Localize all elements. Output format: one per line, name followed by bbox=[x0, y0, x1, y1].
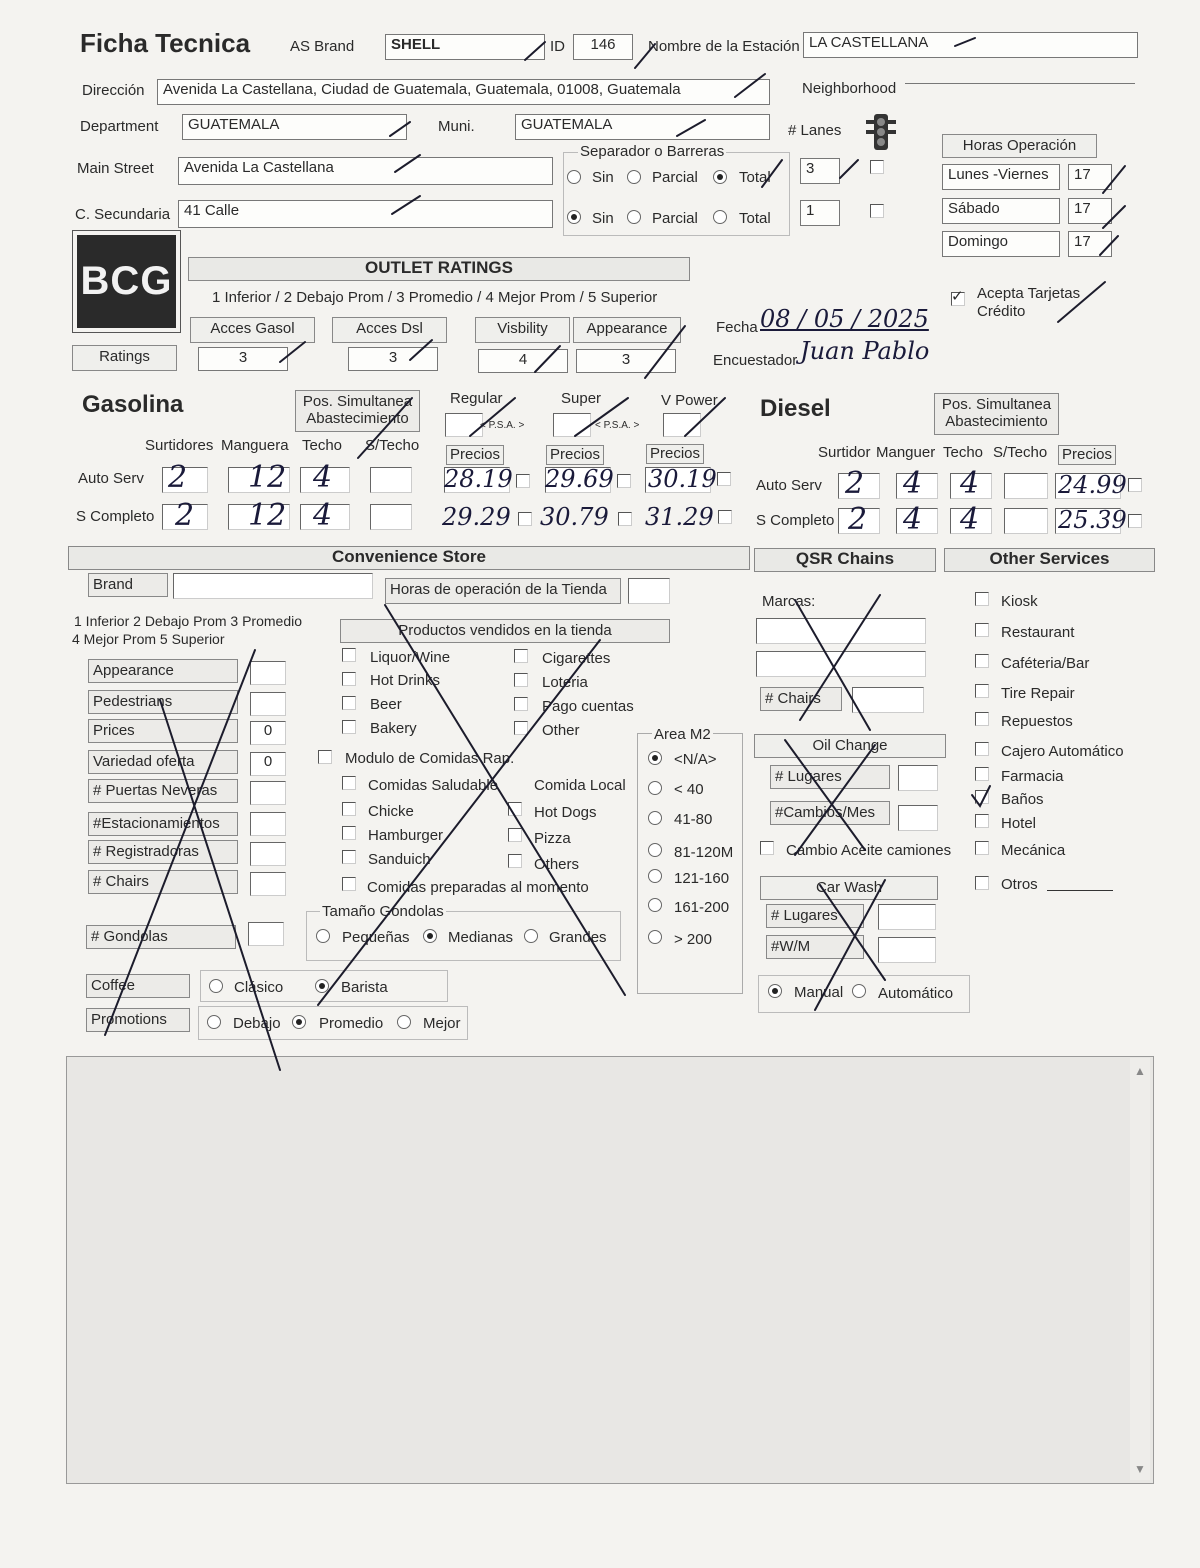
svc-kiosk-label: Kiosk bbox=[1001, 593, 1038, 610]
cs-scale-line1: 1 Inferior 2 Debajo Prom 3 Promedio bbox=[74, 613, 302, 629]
encuestador-value[interactable]: Juan Pablo bbox=[800, 337, 930, 365]
direccion-field[interactable]: Avenida La Castellana, Ciudad de Guatemala, Guatemala, 01008, Guatemala bbox=[157, 79, 770, 105]
diesel-scomp-techo-value: 4 bbox=[960, 502, 980, 537]
gas-auto-mang-value: 12 bbox=[248, 460, 287, 495]
main-street-field[interactable]: Avenida La Castellana bbox=[178, 157, 553, 185]
tick-department bbox=[390, 122, 410, 136]
svc-banos-label: Baños bbox=[1001, 791, 1044, 808]
cross-qsr-2 bbox=[800, 595, 880, 720]
secundaria-label: C. Secundaria bbox=[75, 206, 171, 223]
diesel-auto-techo-value: 4 bbox=[960, 466, 980, 501]
svc-repuestos-label: Repuestos bbox=[1001, 713, 1073, 730]
scroll-down-icon[interactable]: ▼ bbox=[1134, 1462, 1146, 1476]
tamano-gondolas-title: Tamaño Gondolas bbox=[322, 903, 444, 920]
tick-lanes bbox=[840, 160, 858, 178]
tick-rating-vis bbox=[535, 346, 560, 372]
diesel-stecho-header: S/Techo bbox=[993, 444, 1048, 461]
main-street-label: Main Street bbox=[77, 160, 154, 177]
food-others-label: Others bbox=[534, 856, 580, 873]
gas-auto-p2-value: 29.69 bbox=[545, 465, 614, 493]
food-sandwich-label: Sanduich bbox=[368, 851, 431, 868]
tick-main-street bbox=[395, 155, 420, 172]
svc-restaurant-label: Restaurant bbox=[1001, 624, 1075, 641]
tamano-medianas-label: Medianas bbox=[448, 929, 514, 946]
lanes-label: # Lanes bbox=[788, 122, 842, 139]
area-na-label: <N/A> bbox=[674, 751, 717, 768]
coffee-clasico-label: Clásico bbox=[234, 979, 284, 996]
secundaria-field[interactable]: 41 Calle bbox=[178, 200, 553, 228]
station-name-field[interactable]: LA CASTELLANA bbox=[803, 32, 1138, 58]
id-field[interactable]: 146 bbox=[573, 34, 633, 60]
gas-auto-surt-value: 2 bbox=[168, 460, 188, 495]
area-81-120-label: 81-120M bbox=[674, 844, 734, 861]
tick-acepta bbox=[1058, 282, 1105, 322]
cs-appearance-label: Appearance bbox=[88, 659, 238, 683]
sep1-sin-label: Sin bbox=[592, 169, 614, 186]
comida-saludable-label: Comidas Saludable bbox=[368, 777, 499, 794]
gas-scompleto-label: S Completo bbox=[76, 508, 155, 525]
tick-muni bbox=[677, 120, 705, 136]
cross-oil-1 bbox=[785, 740, 865, 850]
product-other-label: Other bbox=[542, 722, 580, 739]
acces-dsl-button[interactable]: Acces Dsl bbox=[332, 317, 447, 343]
lanes-row1-field[interactable]: 3 bbox=[800, 158, 840, 184]
outlet-scale-text: 1 Inferior / 2 Debajo Prom / 3 Promedio / 4 Mejor Prom / 5 Superior bbox=[212, 289, 658, 306]
hours-day-domingo: Domingo bbox=[942, 231, 1060, 257]
precios-regular-button: Precios bbox=[446, 445, 504, 465]
diesel-surtidor-header: Surtidor bbox=[818, 444, 871, 461]
station-name-label: Nombre de la Estación bbox=[648, 38, 800, 55]
tick-secundaria bbox=[392, 196, 420, 214]
cs-variedad-value[interactable]: 0 bbox=[250, 752, 286, 776]
super-label: Super bbox=[561, 390, 602, 407]
acces-gasol-button[interactable]: Acces Gasol bbox=[190, 317, 315, 343]
tick-total bbox=[762, 160, 782, 187]
gas-scomp-techo-value: 4 bbox=[313, 498, 333, 533]
cs-estacionamientos-label: #Estacionamientos bbox=[88, 812, 238, 836]
regular-label: Regular bbox=[450, 390, 503, 407]
gas-scomp-p1-value[interactable]: 29.29 bbox=[442, 503, 511, 531]
acepta-tarjetas-label-2: Crédito bbox=[977, 303, 1026, 320]
gas-pos-line1: Pos. Simultanea bbox=[302, 393, 413, 410]
acces-gasol-rating[interactable]: 3 bbox=[198, 347, 288, 371]
svc-cajero-label: Cajero Automático bbox=[1001, 743, 1124, 760]
svc-tire-label: Tire Repair bbox=[1001, 685, 1075, 702]
product-beer-label: Beer bbox=[370, 696, 402, 713]
modulo-comidas-label: Modulo de Comidas Rap. bbox=[345, 750, 515, 767]
sep1-parcial-label: Parcial bbox=[652, 169, 698, 186]
diesel-scomp-price-value: 25.39 bbox=[1058, 506, 1127, 534]
department-label: Department bbox=[80, 118, 159, 135]
product-pago-label: Pago cuentas bbox=[542, 698, 634, 715]
gas-scomp-surt-value: 2 bbox=[175, 498, 195, 533]
as-brand-field[interactable]: SHELL bbox=[385, 34, 545, 60]
fecha-value[interactable]: 08 / 05 / 2025 bbox=[760, 305, 929, 333]
vpower-label: V Power bbox=[661, 392, 718, 409]
hours-value-domingo[interactable]: 17 bbox=[1068, 231, 1112, 257]
psa-1: < P.S.A. > bbox=[480, 420, 525, 431]
food-pizza-label: Pizza bbox=[534, 830, 571, 847]
acces-dsl-rating[interactable]: 3 bbox=[348, 347, 438, 371]
wash-automatico-label: Automático bbox=[878, 985, 954, 1002]
product-bakery-label: Bakery bbox=[370, 720, 417, 737]
diesel-auto-mang-value: 4 bbox=[903, 466, 923, 501]
scroll-up-icon[interactable]: ▲ bbox=[1134, 1064, 1146, 1078]
gas-auto-p1-value: 28.19 bbox=[444, 465, 513, 493]
sep2-sin-label: Sin bbox=[592, 210, 614, 227]
cs-puertas-label: # Puertas Neveras bbox=[88, 779, 238, 803]
cs-registradoras-label: # Registradoras bbox=[88, 840, 238, 864]
stecho-header: S/Techo bbox=[365, 437, 420, 454]
cs-gondolas-label: # Gondolas bbox=[86, 925, 236, 949]
tick-rating-gasol bbox=[280, 342, 305, 362]
diesel-scomp-mang-value: 4 bbox=[903, 502, 923, 537]
appearance-rating[interactable]: 3 bbox=[576, 349, 676, 373]
diesel-precios-button: Precios bbox=[1058, 445, 1116, 465]
promo-mejor-label: Mejor bbox=[423, 1015, 461, 1032]
svc-mecanica-label: Mecánica bbox=[1001, 842, 1066, 859]
promo-promedio-label: Promedio bbox=[319, 1015, 384, 1032]
gas-scomp-p3-value[interactable]: 31.29 bbox=[645, 503, 714, 531]
cross-ratings-1 bbox=[160, 700, 280, 1070]
sep2-total-label: Total bbox=[739, 210, 771, 227]
area-41-80-label: 41-80 bbox=[674, 811, 713, 828]
tick-rating-dsl bbox=[410, 340, 432, 360]
outlet-ratings-header: OUTLET RATINGS bbox=[188, 257, 690, 281]
tick-rating-app bbox=[645, 326, 685, 378]
cross-wash-2 bbox=[815, 880, 885, 1010]
direccion-label: Dirección bbox=[82, 82, 145, 99]
tamano-pequenas-label: Pequeñas bbox=[342, 929, 410, 946]
cross-ratings-2 bbox=[105, 650, 255, 1035]
other-services-header: Other Services bbox=[944, 548, 1155, 572]
bcg-logo-text: BCG bbox=[77, 235, 176, 328]
techo-header: Techo bbox=[302, 437, 343, 454]
tick-id bbox=[635, 44, 655, 68]
product-loteria-label: Loteria bbox=[542, 674, 588, 691]
product-cigarettes-label: Cigarettes bbox=[542, 650, 611, 667]
surtidores-header: Surtidores bbox=[145, 437, 214, 454]
visbility-button[interactable]: Visbility bbox=[475, 317, 570, 343]
appearance-button[interactable]: Appearance bbox=[573, 317, 681, 343]
cs-pedestrians-label: Pedestrians bbox=[88, 690, 238, 714]
ratings-button[interactable]: Ratings bbox=[72, 345, 177, 371]
product-hotdrinks-label: Hot Drinks bbox=[370, 672, 441, 689]
tick-direccion bbox=[735, 74, 765, 97]
tick-sabado bbox=[1103, 206, 1125, 228]
precios-vpower-button: Precios bbox=[646, 444, 704, 464]
tamano-grandes-label: Grandes bbox=[549, 929, 607, 946]
tick-lunes bbox=[1103, 166, 1125, 193]
oil-change-button[interactable]: Oil Change bbox=[754, 734, 946, 758]
qsr-chairs-label: # Chairs bbox=[760, 687, 842, 711]
cs-chairs-label: # Chairs bbox=[88, 870, 238, 894]
cambio-aceite-label: Cambio Aceite camiones bbox=[786, 842, 952, 859]
gas-scomp-p2-value[interactable]: 30.79 bbox=[540, 503, 609, 531]
coffee-barista-label: Barista bbox=[341, 979, 388, 996]
tick-gas-pos bbox=[358, 398, 412, 458]
coffee-label: Coffee bbox=[86, 974, 190, 998]
gas-pos-line2: Abastecimiento bbox=[306, 410, 409, 427]
area-40-label: < 40 bbox=[674, 781, 704, 798]
svc-otros-label: Otros bbox=[1001, 876, 1038, 893]
id-label: ID bbox=[550, 38, 565, 55]
as-brand-label: AS Brand bbox=[290, 38, 355, 55]
cs-variedad-label: Variedad oferta bbox=[88, 750, 238, 774]
neighborhood-label: Neighborhood bbox=[802, 80, 897, 97]
wash-wm-label: #W/M bbox=[766, 935, 864, 959]
area-200-label: > 200 bbox=[674, 931, 712, 948]
check-banos bbox=[972, 786, 990, 806]
svc-hotel-label: Hotel bbox=[1001, 815, 1037, 832]
horas-operacion-button[interactable]: Horas Operación bbox=[942, 134, 1097, 158]
hours-value-sabado[interactable]: 17 bbox=[1068, 198, 1112, 224]
tick-regular bbox=[470, 398, 515, 436]
svc-cafeteria-label: Caféteria/Bar bbox=[1001, 655, 1090, 672]
separador-title: Separador o Barreras bbox=[580, 143, 725, 160]
promo-debajo-label: Debajo bbox=[233, 1015, 281, 1032]
precios-super-button: Precios bbox=[546, 445, 604, 465]
area-121-160-label: 121-160 bbox=[674, 870, 730, 887]
cross-oil-2 bbox=[795, 745, 875, 855]
oil-cambios-label: #Cambios/Mes bbox=[770, 801, 890, 825]
diesel-pos-line1: Pos. Simultanea bbox=[941, 396, 1052, 413]
comidas-preparadas-label: Comidas preparadas al momento bbox=[367, 879, 589, 896]
gas-auto-serv-label: Auto Serv bbox=[78, 470, 144, 487]
muni-label: Muni. bbox=[438, 118, 475, 135]
diesel-title: Diesel bbox=[760, 395, 831, 422]
psa-2: < P.S.A. > bbox=[595, 420, 640, 431]
hours-day-sabado: Sábado bbox=[942, 198, 1060, 224]
cs-brand-label: Brand bbox=[88, 573, 168, 597]
page-title: Ficha Tecnica bbox=[80, 28, 251, 58]
area-m2-title: Area M2 bbox=[654, 726, 711, 743]
cs-prices-label: Prices bbox=[88, 719, 238, 743]
diesel-techo-header: Techo bbox=[943, 444, 984, 461]
sep2-parcial-label: Parcial bbox=[652, 210, 698, 227]
qsr-chains-header: QSR Chains bbox=[754, 548, 936, 572]
fecha-label: Fecha bbox=[716, 319, 758, 336]
sep1-total-label: Total bbox=[739, 169, 771, 186]
encuestador-label: Encuestador bbox=[713, 352, 798, 369]
svc-farmacia-label: Farmacia bbox=[1001, 768, 1064, 785]
product-liquor-label: Liquor/Wine bbox=[370, 649, 451, 666]
food-hamburger-label: Hamburger bbox=[368, 827, 444, 844]
gasolina-title: Gasolina bbox=[82, 391, 184, 418]
comida-local-label: Comida Local bbox=[534, 777, 626, 794]
cross-conv-2 bbox=[318, 640, 600, 1005]
tick-station bbox=[955, 38, 975, 46]
diesel-manguer-header: Manguer bbox=[876, 444, 936, 461]
cs-productos-header: Productos vendidos en la tienda bbox=[340, 619, 670, 643]
cs-scale-line2: 4 Mejor Prom 5 Superior bbox=[72, 631, 225, 647]
food-chicken-label: Chicke bbox=[368, 803, 414, 820]
hours-day-lunes: Lunes -Viernes bbox=[942, 164, 1060, 190]
diesel-auto-price-value: 24.99 bbox=[1058, 471, 1127, 499]
lanes-row2-field[interactable]: 1 bbox=[800, 200, 840, 226]
visbility-rating[interactable]: 4 bbox=[478, 349, 568, 373]
diesel-auto-surt-value: 2 bbox=[845, 466, 865, 501]
car-wash-button[interactable]: Car Wash bbox=[760, 876, 938, 900]
acepta-tarjetas-label-1: Acepta Tarjetas bbox=[977, 285, 1081, 302]
area-161-200-label: 161-200 bbox=[674, 899, 730, 916]
oil-lugares-label: # Lugares bbox=[770, 765, 890, 789]
tick-super bbox=[575, 398, 628, 436]
convenience-store-header: Convenience Store bbox=[68, 546, 750, 570]
qsr-marcas-label: Marcas: bbox=[762, 593, 816, 610]
tick-vpower bbox=[685, 398, 725, 436]
diesel-pos-line2: Abastecimiento bbox=[945, 413, 1048, 430]
tick-as-brand bbox=[525, 42, 545, 60]
diesel-scomp-surt-value: 2 bbox=[848, 502, 868, 537]
gas-auto-p3-value: 30.19 bbox=[648, 465, 717, 493]
food-hotdogs-label: Hot Dogs bbox=[534, 804, 597, 821]
gas-scomp-mang-value: 12 bbox=[248, 498, 287, 533]
cross-conv-1 bbox=[385, 605, 625, 995]
diesel-scomp-label: S Completo bbox=[756, 512, 835, 529]
gas-auto-techo-value: 4 bbox=[313, 460, 333, 495]
acepta-check-mark-icon: ✓ bbox=[951, 288, 964, 305]
diesel-auto-label: Auto Serv bbox=[756, 477, 822, 494]
muni-field[interactable]: GUATEMALA bbox=[515, 114, 770, 140]
hours-value-lunes[interactable]: 17 bbox=[1068, 164, 1112, 190]
manguera-header: Manguera bbox=[221, 437, 289, 454]
cs-prices-value[interactable]: 0 bbox=[250, 721, 286, 745]
promotions-label: Promotions bbox=[86, 1008, 190, 1032]
wash-lugares-label: # Lugares bbox=[766, 904, 864, 928]
department-field[interactable]: GUATEMALA bbox=[182, 114, 407, 140]
cs-horas-label: Horas de operación de la Tienda bbox=[385, 578, 621, 604]
wash-manual-label: Manual bbox=[794, 984, 844, 1001]
tick-domingo bbox=[1100, 236, 1118, 255]
